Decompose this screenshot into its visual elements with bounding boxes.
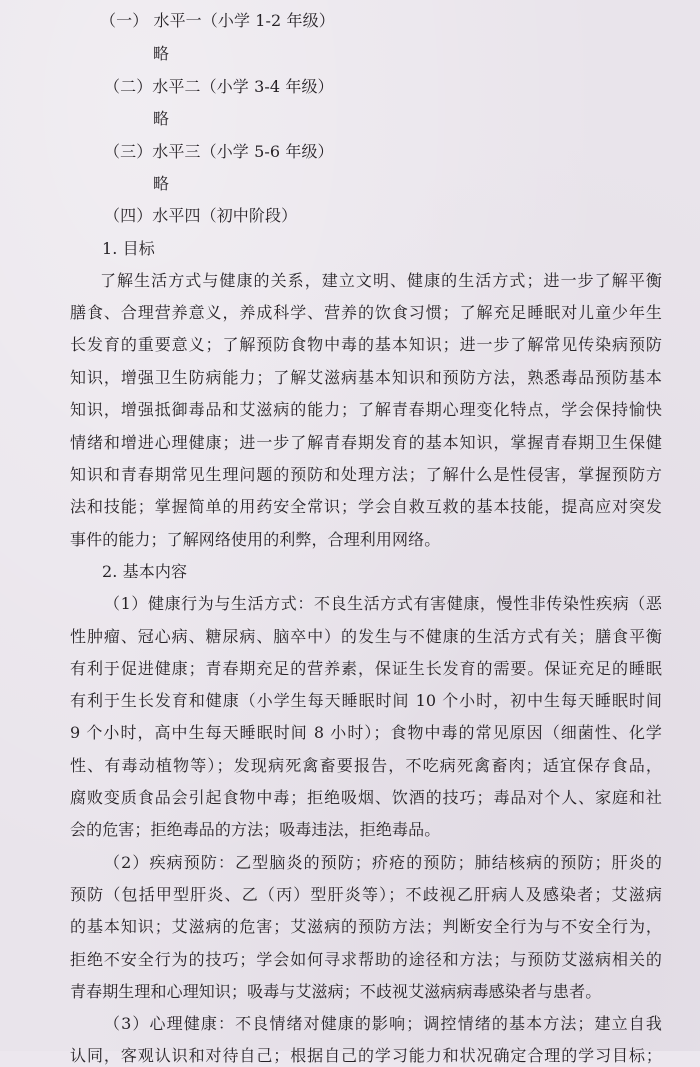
content-p1-line: （1）健康行为与生活方式：不良生活方式有害健康，慢性非传染性疾病（恶: [104, 594, 662, 613]
level-3-title: （三）水平三（小学 5-6 年级）: [104, 142, 334, 161]
goal-line: 膳食、合理营养意义，养成科学、营养的饮食习惯；了解充足睡眠对儿童少年生: [70, 303, 662, 322]
content-p1-line: 腐败变质食品会引起食物中毒；拒绝吸烟、饮酒的技巧；毒品对个人、家庭和社: [70, 788, 662, 807]
level-4-title: （四）水平四（初中阶段）: [104, 206, 298, 225]
goal-line: 知识，增强卫生防病能力；了解艾滋病基本知识和预防方法，熟悉毒品预防基本: [70, 368, 662, 387]
level-1-title: （一） 水平一（小学 1-2 年级）: [100, 11, 335, 30]
goal-line: 法和技能；掌握简单的用药安全常识；学会自救互救的基本技能，提高应对突发: [70, 497, 662, 516]
content-p2-line: （2）疾病预防：乙型脑炎的预防；疥疮的预防；肺结核病的预防；肝炎的: [104, 853, 662, 872]
content-p1-line: 性肿瘤、冠心病、糖尿病、脑卒中）的发生与不健康的生活方式有关；膳食平衡: [70, 627, 662, 646]
goal-heading: 1. 目标: [102, 239, 155, 258]
content-p2-line: 拒绝不安全行为的技巧；学会如何寻求帮助的途径和方法；与预防艾滋病相关的: [70, 950, 662, 969]
content-p2-line: 的基本知识；艾滋病的危害；艾滋病的预防方法；判断安全行为与不安全行为，: [70, 917, 662, 936]
goal-line: 知识和青春期常见生理问题的预防和处理方法；了解什么是性侵害，掌握预防方: [70, 465, 662, 484]
content-p1-line: 会的危害；拒绝毒品的方法；吸毒违法，拒绝毒品。: [70, 820, 441, 839]
goal-line: 事件的能力；了解网络使用的利弊，合理利用网络。: [70, 530, 441, 549]
level-2-title: （二）水平二（小学 3-4 年级）: [104, 77, 334, 96]
content-p2-line: 预防（包括甲型肝炎、乙（丙）型肝炎等）；不歧视乙肝病人及感染者；艾滋病: [70, 885, 662, 904]
content-p1-line: 有利于促进健康；青春期充足的营养素，保证生长发育的需要。保证充足的睡眠: [70, 659, 662, 678]
content-p3-line: （3）心理健康：不良情绪对健康的影响；调控情绪的基本方法；建立自我: [104, 1014, 662, 1033]
level-1-note: 略: [153, 44, 170, 63]
content-heading: 2. 基本内容: [102, 562, 188, 581]
goal-line: 了解生活方式与健康的关系，建立文明、健康的生活方式；进一步了解平衡: [100, 271, 662, 290]
content-p1-line: 9 个小时，高中生每天睡眠时间 8 小时）；食物中毒的常见原因（细菌性、化学: [70, 723, 662, 742]
content-p2-line: 青春期生理和心理知识；吸毒与艾滋病；不歧视艾滋病病毒感染者与患者。: [70, 982, 602, 1001]
content-p1-line: 有利于生长发育和健康（小学生每天睡眠时间 10 个小时，初中生每天睡眠时间: [70, 691, 662, 710]
level-3-note: 略: [153, 174, 170, 193]
goal-line: 情绪和增进心理健康；进一步了解青春期发育的基本知识，掌握青春期卫生保健: [70, 433, 662, 452]
goal-line: 长发育的重要意义；了解预防食物中毒的基本知识；进一步了解常见传染病预防: [70, 335, 662, 354]
content-p1-line: 性、有毒动植物等）；发现病死禽畜要报告，不吃病死禽畜肉；适宜保存食品，: [70, 756, 662, 775]
goal-line: 知识，增强抵御毒品和艾滋病的能力；了解青春期心理变化特点，学会保持愉快: [70, 400, 662, 419]
level-2-note: 略: [153, 109, 170, 128]
content-p3-line: 认同，客观认识和对待自己；根据自己的学习能力和状况确定合理的学习目标；: [70, 1046, 662, 1065]
